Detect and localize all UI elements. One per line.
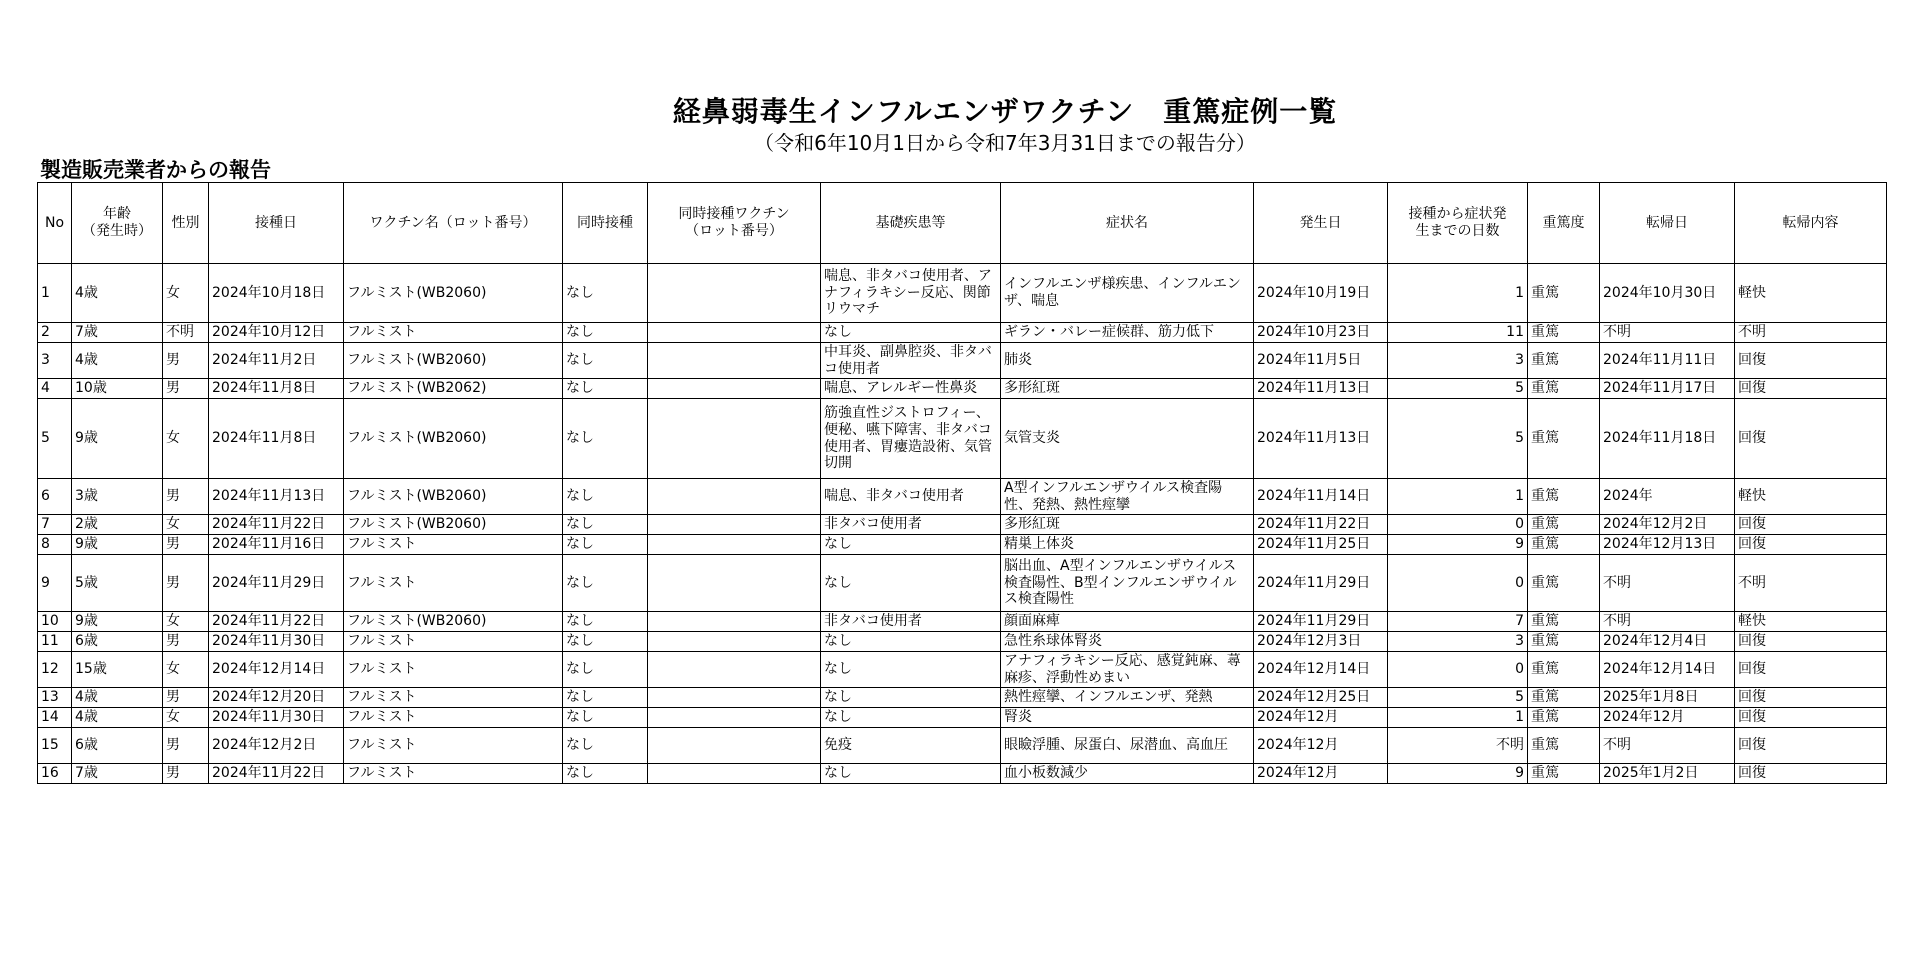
header-outcome: 転帰内容 — [1735, 183, 1887, 264]
cell-severity: 重篤 — [1528, 264, 1600, 323]
cell-underlying-disease: なし — [821, 764, 1001, 784]
cell-vaccine-name: フルミスト — [344, 652, 563, 688]
cell-vaccination-date: 2024年11月22日 — [209, 764, 344, 784]
cell-age: 7歳 — [72, 323, 163, 343]
cell-sex: 男 — [163, 535, 209, 555]
cell-sex: 女 — [163, 612, 209, 632]
cell-concomitant: なし — [563, 688, 648, 708]
cell-outcome-date: 2024年11月18日 — [1600, 399, 1735, 479]
cell-severity: 重篤 — [1528, 343, 1600, 379]
cell-severity: 重篤 — [1528, 515, 1600, 535]
cell-age: 4歳 — [72, 688, 163, 708]
cell-concomitant-vaccine — [648, 728, 821, 764]
cell-no: 14 — [38, 708, 72, 728]
cell-days-to-onset: 0 — [1388, 515, 1528, 535]
cell-underlying-disease: 喘息、非タバコ使用者 — [821, 479, 1001, 515]
cell-severity: 重篤 — [1528, 612, 1600, 632]
cell-underlying-disease: 免疫 — [821, 728, 1001, 764]
cell-age: 6歳 — [72, 728, 163, 764]
cell-symptom: 眼瞼浮腫、尿蛋白、尿潜血、高血圧 — [1001, 728, 1254, 764]
cell-no: 12 — [38, 652, 72, 688]
cell-severity: 重篤 — [1528, 688, 1600, 708]
cell-age: 10歳 — [72, 379, 163, 399]
cell-severity: 重篤 — [1528, 728, 1600, 764]
cell-outcome: 回復 — [1735, 399, 1887, 479]
cell-concomitant: なし — [563, 708, 648, 728]
cell-concomitant-vaccine — [648, 479, 821, 515]
table-row — [38, 379, 1887, 399]
cell-concomitant: なし — [563, 264, 648, 323]
cell-no: 9 — [38, 555, 72, 612]
cell-vaccine-name: フルミスト(WB2060) — [344, 612, 563, 632]
cell-severity: 重篤 — [1528, 479, 1600, 515]
cell-concomitant: なし — [563, 535, 648, 555]
cell-no: 15 — [38, 728, 72, 764]
table-row — [38, 479, 1887, 515]
cell-severity: 重篤 — [1528, 379, 1600, 399]
table-row — [38, 708, 1887, 728]
cell-concomitant: なし — [563, 479, 648, 515]
cell-concomitant: なし — [563, 652, 648, 688]
cell-onset-date: 2024年12月 — [1254, 708, 1388, 728]
cell-concomitant-vaccine — [648, 555, 821, 612]
cell-age: 4歳 — [72, 343, 163, 379]
cell-onset-date: 2024年12月14日 — [1254, 652, 1388, 688]
cell-underlying-disease: 喘息、非タバコ使用者、アナフィラキシー反応、関節リウマチ — [821, 264, 1001, 323]
cell-symptom: インフルエンザ様疾患、インフルエンザ、喘息 — [1001, 264, 1254, 323]
cell-underlying-disease: なし — [821, 632, 1001, 652]
cell-onset-date: 2024年11月29日 — [1254, 612, 1388, 632]
cell-age: 6歳 — [72, 632, 163, 652]
cell-concomitant: なし — [563, 379, 648, 399]
cell-age: 3歳 — [72, 479, 163, 515]
cell-age: 4歳 — [72, 264, 163, 323]
cell-vaccination-date: 2024年12月2日 — [209, 728, 344, 764]
cell-onset-date: 2024年10月23日 — [1254, 323, 1388, 343]
cell-vaccine-name: フルミスト — [344, 728, 563, 764]
cell-symptom: 顔面麻痺 — [1001, 612, 1254, 632]
cell-concomitant-vaccine — [648, 764, 821, 784]
cell-onset-date: 2024年11月13日 — [1254, 379, 1388, 399]
header-vaccine-name: ワクチン名（ロット番号） — [344, 183, 563, 264]
cell-outcome: 回復 — [1735, 764, 1887, 784]
cell-outcome: 不明 — [1735, 555, 1887, 612]
cell-no: 13 — [38, 688, 72, 708]
cell-vaccination-date: 2024年12月14日 — [209, 652, 344, 688]
cell-underlying-disease: 中耳炎、副鼻腔炎、非タバコ使用者 — [821, 343, 1001, 379]
cell-vaccination-date: 2024年11月2日 — [209, 343, 344, 379]
table-row — [38, 612, 1887, 632]
cell-days-to-onset: 5 — [1388, 688, 1528, 708]
header-underlying-disease: 基礎疾患等 — [821, 183, 1001, 264]
cell-sex: 女 — [163, 708, 209, 728]
cell-severity: 重篤 — [1528, 555, 1600, 612]
cell-concomitant: なし — [563, 632, 648, 652]
table-row — [38, 688, 1887, 708]
cell-sex: 男 — [163, 688, 209, 708]
table-row — [38, 343, 1887, 379]
cell-underlying-disease: 喘息、アレルギー性鼻炎 — [821, 379, 1001, 399]
cell-vaccine-name: フルミスト(WB2060) — [344, 343, 563, 379]
cell-concomitant: なし — [563, 343, 648, 379]
cell-concomitant: なし — [563, 399, 648, 479]
cell-vaccine-name: フルミスト — [344, 632, 563, 652]
cell-sex: 女 — [163, 399, 209, 479]
cell-severity: 重篤 — [1528, 632, 1600, 652]
cell-concomitant-vaccine — [648, 323, 821, 343]
cell-age: 2歳 — [72, 515, 163, 535]
header-vaccination-date: 接種日 — [209, 183, 344, 264]
page-title: 経鼻弱毒生インフルエンザワクチン 重篤症例一覧 — [672, 95, 1338, 128]
cell-no: 4 — [38, 379, 72, 399]
header-concomitant-vaccine: 同時接種ワクチン （ロット番号） — [648, 183, 821, 264]
cell-outcome: 軽快 — [1735, 479, 1887, 515]
cell-onset-date: 2024年11月5日 — [1254, 343, 1388, 379]
cell-vaccine-name: フルミスト(WB2060) — [344, 479, 563, 515]
cell-days-to-onset: 9 — [1388, 764, 1528, 784]
header-severity: 重篤度 — [1528, 183, 1600, 264]
cell-outcome-date: 2024年 — [1600, 479, 1735, 515]
cell-underlying-disease: なし — [821, 652, 1001, 688]
cell-concomitant-vaccine — [648, 535, 821, 555]
cell-outcome-date: 2024年11月17日 — [1600, 379, 1735, 399]
cell-sex: 男 — [163, 379, 209, 399]
cell-onset-date: 2024年11月14日 — [1254, 479, 1388, 515]
cell-outcome-date: 2024年11月11日 — [1600, 343, 1735, 379]
cell-onset-date: 2024年12月25日 — [1254, 688, 1388, 708]
cell-vaccine-name: フルミスト — [344, 764, 563, 784]
cell-vaccination-date: 2024年10月12日 — [209, 323, 344, 343]
cell-sex: 女 — [163, 652, 209, 688]
cell-underlying-disease: なし — [821, 708, 1001, 728]
cell-outcome-date: 2024年12月13日 — [1600, 535, 1735, 555]
cell-outcome-date: 2024年12月14日 — [1600, 652, 1735, 688]
cell-sex: 男 — [163, 632, 209, 652]
cell-concomitant: なし — [563, 764, 648, 784]
cell-outcome-date: 不明 — [1600, 555, 1735, 612]
cell-no: 10 — [38, 612, 72, 632]
table-row — [38, 555, 1887, 612]
cell-no: 6 — [38, 479, 72, 515]
cell-underlying-disease: なし — [821, 535, 1001, 555]
cell-vaccine-name: フルミスト — [344, 688, 563, 708]
cell-no: 2 — [38, 323, 72, 343]
cell-underlying-disease: 非タバコ使用者 — [821, 612, 1001, 632]
cell-severity: 重篤 — [1528, 764, 1600, 784]
cell-vaccination-date: 2024年11月22日 — [209, 515, 344, 535]
cell-outcome-date: 不明 — [1600, 612, 1735, 632]
cell-outcome: 回復 — [1735, 688, 1887, 708]
cell-onset-date: 2024年12月 — [1254, 728, 1388, 764]
header-onset-date: 発生日 — [1254, 183, 1388, 264]
cell-days-to-onset: 3 — [1388, 632, 1528, 652]
cell-vaccination-date: 2024年12月20日 — [209, 688, 344, 708]
cell-outcome: 回復 — [1735, 535, 1887, 555]
cell-vaccination-date: 2024年10月18日 — [209, 264, 344, 323]
cell-no: 1 — [38, 264, 72, 323]
cell-vaccine-name: フルミスト(WB2060) — [344, 399, 563, 479]
page-subtitle: （令和6年10月1日から令和7年3月31日までの報告分） — [754, 131, 1256, 155]
table-row — [38, 728, 1887, 764]
cell-vaccination-date: 2024年11月29日 — [209, 555, 344, 612]
table-row — [38, 652, 1887, 688]
cell-outcome: 不明 — [1735, 323, 1887, 343]
cell-age: 5歳 — [72, 555, 163, 612]
cell-concomitant: なし — [563, 515, 648, 535]
cell-no: 11 — [38, 632, 72, 652]
cell-age: 7歳 — [72, 764, 163, 784]
header-row — [38, 183, 1887, 264]
cell-concomitant-vaccine — [648, 399, 821, 479]
cell-symptom: 熱性痙攣、インフルエンザ、発熱 — [1001, 688, 1254, 708]
cell-days-to-onset: 9 — [1388, 535, 1528, 555]
cell-concomitant-vaccine — [648, 688, 821, 708]
cell-onset-date: 2024年12月 — [1254, 764, 1388, 784]
cell-sex: 男 — [163, 728, 209, 764]
cell-symptom: 肺炎 — [1001, 343, 1254, 379]
cell-sex: 男 — [163, 555, 209, 612]
cell-severity: 重篤 — [1528, 652, 1600, 688]
header-outcome-date: 転帰日 — [1600, 183, 1735, 264]
cell-days-to-onset: 0 — [1388, 652, 1528, 688]
case-table — [37, 182, 1887, 784]
table-row — [38, 632, 1887, 652]
cell-underlying-disease: なし — [821, 323, 1001, 343]
table-row — [38, 764, 1887, 784]
cell-vaccination-date: 2024年11月30日 — [209, 632, 344, 652]
cell-concomitant-vaccine — [648, 612, 821, 632]
cell-severity: 重篤 — [1528, 323, 1600, 343]
cell-onset-date: 2024年11月22日 — [1254, 515, 1388, 535]
cell-vaccination-date: 2024年11月22日 — [209, 612, 344, 632]
cell-outcome-date: 2024年10月30日 — [1600, 264, 1735, 323]
cell-concomitant-vaccine — [648, 343, 821, 379]
cell-sex: 男 — [163, 479, 209, 515]
cell-vaccine-name: フルミスト — [344, 555, 563, 612]
cell-outcome: 回復 — [1735, 728, 1887, 764]
cell-outcome: 回復 — [1735, 652, 1887, 688]
table-row — [38, 515, 1887, 535]
cell-outcome-date: 2024年12月4日 — [1600, 632, 1735, 652]
cell-symptom: A型インフルエンザウイルス検査陽性、発熱、熱性痙攣 — [1001, 479, 1254, 515]
cell-days-to-onset: 0 — [1388, 555, 1528, 612]
cell-outcome-date: 不明 — [1600, 728, 1735, 764]
cell-symptom: 気管支炎 — [1001, 399, 1254, 479]
header-concomitant: 同時接種 — [563, 183, 648, 264]
cell-concomitant: なし — [563, 612, 648, 632]
cell-age: 4歳 — [72, 708, 163, 728]
cell-days-to-onset: 11 — [1388, 323, 1528, 343]
cell-concomitant-vaccine — [648, 379, 821, 399]
cell-symptom: ギラン・バレー症候群、筋力低下 — [1001, 323, 1254, 343]
cell-symptom: 脳出血、A型インフルエンザウイルス検査陽性、B型インフルエンザウイルス検査陽性 — [1001, 555, 1254, 612]
header-symptom: 症状名 — [1001, 183, 1254, 264]
cell-no: 16 — [38, 764, 72, 784]
header-no: No — [38, 183, 72, 264]
cell-days-to-onset: 3 — [1388, 343, 1528, 379]
cell-vaccination-date: 2024年11月13日 — [209, 479, 344, 515]
cell-concomitant: なし — [563, 728, 648, 764]
cell-concomitant-vaccine — [648, 708, 821, 728]
cell-symptom: 多形紅斑 — [1001, 379, 1254, 399]
cell-days-to-onset: 不明 — [1388, 728, 1528, 764]
cell-concomitant: なし — [563, 323, 648, 343]
table-row — [38, 399, 1887, 479]
cell-vaccine-name: フルミスト(WB2060) — [344, 515, 563, 535]
cell-concomitant-vaccine — [648, 632, 821, 652]
cell-underlying-disease: 筋強直性ジストロフィー、便秘、嚥下障害、非タバコ使用者、胃瘻造設術、気管切開 — [821, 399, 1001, 479]
table-row — [38, 323, 1887, 343]
cell-symptom: 腎炎 — [1001, 708, 1254, 728]
cell-days-to-onset: 1 — [1388, 708, 1528, 728]
case-table-body — [38, 264, 1887, 784]
cell-days-to-onset: 1 — [1388, 264, 1528, 323]
cell-sex: 女 — [163, 264, 209, 323]
table-row — [38, 535, 1887, 555]
cell-vaccination-date: 2024年11月16日 — [209, 535, 344, 555]
cell-vaccine-name: フルミスト(WB2060) — [344, 264, 563, 323]
cell-outcome-date: 2024年12月2日 — [1600, 515, 1735, 535]
cell-severity: 重篤 — [1528, 708, 1600, 728]
cell-symptom: 血小板数減少 — [1001, 764, 1254, 784]
cell-concomitant-vaccine — [648, 515, 821, 535]
header-days-to-onset: 接種から症状発 生までの日数 — [1388, 183, 1528, 264]
cell-no: 3 — [38, 343, 72, 379]
cell-days-to-onset: 1 — [1388, 479, 1528, 515]
table-row — [38, 264, 1887, 323]
cell-sex: 不明 — [163, 323, 209, 343]
cell-no: 8 — [38, 535, 72, 555]
cell-outcome-date: 2025年1月8日 — [1600, 688, 1735, 708]
cell-severity: 重篤 — [1528, 535, 1600, 555]
cell-symptom: アナフィラキシー反応、感覚鈍麻、蕁麻疹、浮動性めまい — [1001, 652, 1254, 688]
cell-concomitant: なし — [563, 555, 648, 612]
header-sex: 性別 — [163, 183, 209, 264]
cell-vaccine-name: フルミスト — [344, 535, 563, 555]
cell-vaccination-date: 2024年11月8日 — [209, 379, 344, 399]
cell-outcome-date: 2025年1月2日 — [1600, 764, 1735, 784]
cell-outcome-date: 不明 — [1600, 323, 1735, 343]
cell-vaccine-name: フルミスト — [344, 323, 563, 343]
cell-vaccine-name: フルミスト — [344, 708, 563, 728]
section-title: 製造販売業者からの報告 — [40, 158, 271, 182]
cell-outcome: 回復 — [1735, 515, 1887, 535]
cell-outcome: 回復 — [1735, 632, 1887, 652]
cell-sex: 男 — [163, 764, 209, 784]
cell-outcome: 軽快 — [1735, 612, 1887, 632]
cell-onset-date: 2024年11月29日 — [1254, 555, 1388, 612]
cell-onset-date: 2024年11月13日 — [1254, 399, 1388, 479]
cell-onset-date: 2024年11月25日 — [1254, 535, 1388, 555]
header-age: 年齢 （発生時） — [72, 183, 163, 264]
cell-age: 9歳 — [72, 399, 163, 479]
cell-no: 5 — [38, 399, 72, 479]
cell-outcome: 回復 — [1735, 343, 1887, 379]
cell-onset-date: 2024年10月19日 — [1254, 264, 1388, 323]
cell-concomitant-vaccine — [648, 264, 821, 323]
cell-symptom: 急性糸球体腎炎 — [1001, 632, 1254, 652]
cell-concomitant-vaccine — [648, 652, 821, 688]
cell-severity: 重篤 — [1528, 399, 1600, 479]
cell-onset-date: 2024年12月3日 — [1254, 632, 1388, 652]
cell-days-to-onset: 5 — [1388, 399, 1528, 479]
cell-symptom: 精巣上体炎 — [1001, 535, 1254, 555]
cell-underlying-disease: なし — [821, 688, 1001, 708]
cell-age: 9歳 — [72, 535, 163, 555]
cell-vaccination-date: 2024年11月8日 — [209, 399, 344, 479]
cell-underlying-disease: なし — [821, 555, 1001, 612]
cell-no: 7 — [38, 515, 72, 535]
cell-outcome: 軽快 — [1735, 264, 1887, 323]
cell-outcome: 回復 — [1735, 379, 1887, 399]
cell-sex: 女 — [163, 515, 209, 535]
cell-outcome-date: 2024年12月 — [1600, 708, 1735, 728]
cell-outcome: 回復 — [1735, 708, 1887, 728]
cell-vaccination-date: 2024年11月30日 — [209, 708, 344, 728]
cell-sex: 男 — [163, 343, 209, 379]
cell-symptom: 多形紅斑 — [1001, 515, 1254, 535]
cell-days-to-onset: 7 — [1388, 612, 1528, 632]
cell-age: 9歳 — [72, 612, 163, 632]
cell-days-to-onset: 5 — [1388, 379, 1528, 399]
cell-underlying-disease: 非タバコ使用者 — [821, 515, 1001, 535]
cell-age: 15歳 — [72, 652, 163, 688]
cell-vaccine-name: フルミスト(WB2062) — [344, 379, 563, 399]
